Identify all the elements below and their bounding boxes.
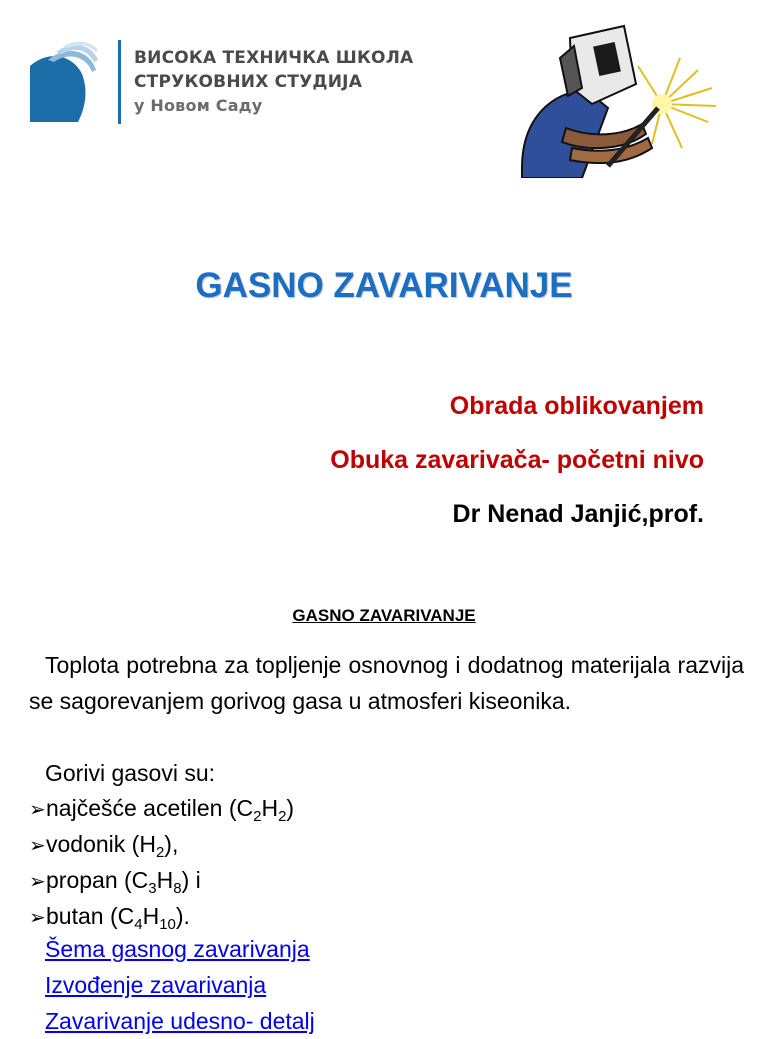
subtitle-course: Obrada oblikovanjem (449, 392, 704, 420)
school-name-line1: ВИСОКА ТЕХНИЧКА ШКОЛА (134, 48, 414, 68)
link-right-welding[interactable]: Zavarivanje udesno- detalj (45, 1008, 315, 1034)
section-heading: GASNO ZAVARIVANJE (292, 606, 476, 625)
link-execution[interactable]: Izvođenje zavarivanja (45, 972, 267, 998)
bullet-arrow-icon: ➢ (29, 907, 46, 929)
list-item: ➢vodonik $(H_2)$, (29, 826, 178, 864)
bullet-arrow-icon: ➢ (29, 871, 46, 893)
list-item: ➢propan $(C_3H_8)$ i (29, 862, 201, 900)
school-name (134, 46, 413, 118)
school-name-line2: СТРУКОВНИХ СТУДИЈА (134, 72, 363, 92)
school-name-line3: у Новом Саду (134, 96, 263, 115)
subtitle-training: Obuka zavarivača- početni nivo (330, 446, 704, 474)
author-name: Dr Nenad Janjić,prof. (452, 500, 704, 528)
list-item: ➢butan $(C_4H_{10})$. (29, 898, 190, 936)
list-item: ➢najčešće acetilen $(C_2H_2)$ (29, 790, 294, 828)
page-title: GASNO ZAVARIVANJE (195, 266, 573, 305)
welder-icon (512, 18, 722, 178)
link-scheme[interactable]: Šema gasnog zavarivanja (45, 936, 310, 962)
school-logo-icon (26, 40, 100, 122)
gases-intro: Gorivi gasovi su: (45, 760, 216, 786)
bullet-arrow-icon: ➢ (29, 835, 46, 857)
bullet-arrow-icon: ➢ (29, 799, 46, 821)
intro-paragraph: Toplota potrebna za topljenje osnovnog i dodatnog materijala razvija se sagorevanjem gorivog gasa u atmosferi kiseonika. (29, 652, 744, 714)
logo-divider (118, 40, 121, 124)
